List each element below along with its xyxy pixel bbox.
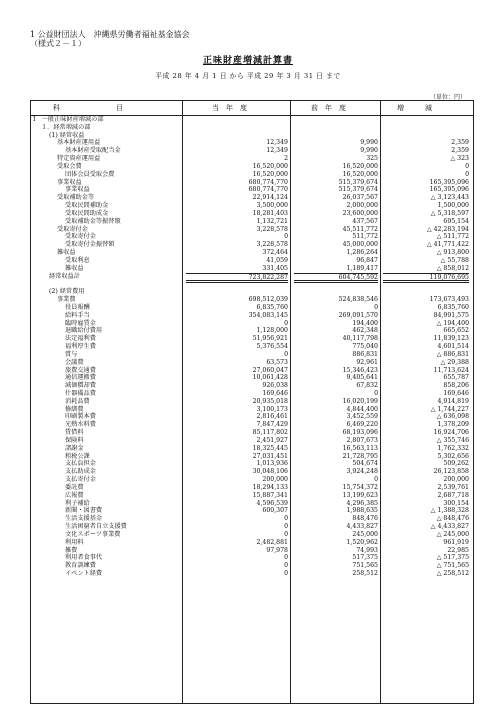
prior-year-value: 462,348 [352, 327, 378, 335]
row-label: 経常収益計 [49, 272, 80, 280]
column-header-item: 科 目 [53, 104, 123, 112]
row-label: 賞与 [65, 350, 78, 358]
current-year-value: 3,228,578 [256, 241, 288, 249]
change-value: △ 636,098 [436, 413, 469, 421]
table-row [31, 171, 473, 179]
current-year-value: 1,128,000 [256, 327, 288, 335]
row-label: 給料手当 [65, 311, 90, 319]
table-row [31, 280, 473, 288]
row-label: 基本財産運用益 [57, 139, 101, 147]
change-value: △ 858,012 [436, 264, 469, 272]
current-year-value: 2,816,461 [256, 413, 288, 421]
change-value: 1,378,209 [437, 421, 469, 429]
current-year-value: 12,349 [266, 147, 288, 155]
column-header-prior: 前 年 度 [311, 104, 346, 112]
change-value: △ 913,800 [436, 249, 469, 257]
change-value: △ 5,318,597 [430, 209, 469, 217]
change-value: 200,000 [443, 476, 469, 484]
change-value: △ 848,476 [436, 515, 469, 523]
row-label: 法定福利費 [65, 335, 96, 343]
change-value: △ 3,123,443 [430, 194, 469, 202]
table-row [31, 460, 473, 468]
change-value: 16,924,706 [433, 429, 469, 437]
change-value: 5,302,656 [437, 452, 469, 460]
current-year-value: 0 [284, 233, 288, 241]
change-value: △ 1,388,328 [430, 507, 469, 515]
table-row [31, 194, 473, 202]
table-row [31, 288, 473, 296]
change-value: △ 511,772 [436, 233, 469, 241]
row-label: イベント経費 [65, 570, 103, 578]
row-label: 特定資産運用益 [57, 155, 101, 163]
change-value: 4,601,514 [437, 343, 469, 351]
change-value: 2,359 [451, 139, 469, 147]
current-year-value: 3,500,000 [256, 202, 288, 210]
table-row [31, 429, 473, 437]
prior-year-value: 269,091,570 [338, 311, 378, 319]
row-label: 修繕費 [65, 405, 84, 413]
row-label: 利用者食事代 [65, 554, 103, 562]
organization-name: 1 公益財団法人 沖縄県労働者福祉基金協会 [30, 30, 190, 39]
row-label: 新聞・図書費 [65, 507, 103, 515]
change-value: △ 751,565 [436, 562, 469, 570]
current-year-value: 97,978 [266, 546, 288, 554]
current-year-value: 680,774,770 [248, 186, 288, 194]
current-year-value: 0 [284, 530, 288, 538]
prior-year-value: 4,844,400 [346, 405, 378, 413]
table-row [31, 445, 473, 453]
prior-year-value: 9,405,641 [346, 374, 378, 382]
row-label: 受取補助金等振替額 [65, 217, 121, 225]
row-label: 消耗品費 [65, 397, 90, 405]
change-value: 0 [465, 170, 469, 178]
change-value: 2,687,718 [437, 491, 469, 499]
row-label: 雑収益 [57, 249, 76, 257]
change-value: 2,359 [451, 147, 469, 155]
prior-year-value: 16,520,000 [342, 162, 378, 170]
prior-year-value: 437,567 [352, 217, 378, 225]
current-year-value: 85,117,802 [252, 429, 288, 437]
current-year-value: 41,059 [266, 256, 288, 264]
table-row [31, 273, 473, 281]
change-value: △ 258,512 [436, 570, 469, 578]
row-label: 印刷製本費 [65, 413, 96, 421]
table-row [31, 226, 473, 234]
current-year-value: 2,451,927 [256, 436, 288, 444]
row-label: 受取寄付金 [65, 233, 96, 241]
row-label: 受取会費 [57, 162, 82, 170]
change-value: 0 [465, 162, 469, 170]
row-label: 文化スポーツ事業費 [65, 530, 121, 538]
prior-year-value: 16,520,000 [342, 170, 378, 178]
change-value: △ 29,388 [440, 358, 469, 366]
change-value: △ 1,744,227 [430, 405, 469, 413]
row-label: 受取補助金等 [57, 194, 95, 202]
table-row [31, 468, 473, 476]
prior-year-value: 504,674 [352, 460, 378, 468]
prior-year-value: 325 [366, 155, 378, 163]
current-year-value: 18,325,445 [252, 444, 288, 452]
prior-year-value: 0 [374, 389, 378, 397]
current-year-value: 20,935,018 [252, 397, 288, 405]
table-row [31, 179, 473, 187]
change-value: △ 55,788 [440, 256, 469, 264]
row-label: 会議費 [65, 358, 84, 366]
table-row [31, 570, 473, 578]
current-year-value: 372,464 [262, 249, 288, 257]
row-label: 広報費 [65, 491, 84, 499]
current-year-value: 2 [284, 155, 288, 163]
table-row [31, 163, 473, 171]
prior-year-value: 0 [374, 303, 378, 311]
row-label: 事業収益 [65, 186, 90, 194]
fiscal-period: 平成 28 年 4 月 1 日 から 平成 29 年 3 月 31 日 まで [155, 72, 341, 80]
row-label: 事業費 [57, 296, 76, 304]
table-row [31, 343, 473, 351]
table-row [31, 359, 473, 367]
current-year-value: 18,294,133 [252, 483, 288, 491]
change-value: 961,919 [443, 538, 469, 546]
prior-year-value: 3,452,559 [346, 413, 378, 421]
table-row [31, 484, 473, 492]
current-year-value: 723,822,287 [186, 273, 288, 283]
row-label: 旅費交通費 [65, 366, 96, 374]
current-year-value: 63,573 [266, 358, 288, 366]
prior-year-value: 4,433,827 [346, 523, 378, 531]
prior-year-value: 15,346,423 [342, 366, 378, 374]
table-row [31, 249, 473, 257]
current-year-value: 15,887,341 [252, 491, 288, 499]
table-row [31, 218, 473, 226]
current-year-value: 0 [284, 554, 288, 562]
prior-year-value: 751,565 [352, 562, 378, 570]
current-year-value: 5,376,554 [256, 343, 288, 351]
prior-year-value: 68,193,096 [342, 429, 378, 437]
change-value: 2,539,761 [437, 483, 469, 491]
current-year-value: 354,083,145 [248, 311, 288, 319]
row-label: 支払寄付金 [65, 476, 96, 484]
prior-year-value: 848,476 [352, 515, 378, 523]
current-year-value: 0 [284, 562, 288, 570]
row-label: 福利厚生費 [65, 343, 96, 351]
table-row [31, 492, 473, 500]
row-label: 受取寄付金 [57, 225, 88, 233]
row-label: 諸謝金 [65, 444, 84, 452]
prior-year-value: 45,511,772 [342, 225, 378, 233]
prior-year-value: 40,117,798 [342, 335, 378, 343]
prior-year-value: 96,847 [356, 256, 378, 264]
row-label: 事業収益 [57, 178, 82, 186]
table-row [31, 186, 473, 194]
change-value: 169,646 [443, 389, 469, 397]
change-value: 165,395,096 [429, 178, 469, 186]
prior-year-value: 16,563,113 [342, 444, 378, 452]
prior-year-value: 45,000,000 [342, 241, 378, 249]
prior-year-value: 1,988,635 [346, 507, 378, 515]
prior-year-value: 74,993 [356, 546, 378, 554]
current-year-value: 0 [284, 319, 288, 327]
current-year-value: 6,835,760 [256, 303, 288, 311]
prior-year-value: 0 [374, 476, 378, 484]
prior-year-value: 258,512 [352, 570, 378, 578]
row-label: 雑収益 [65, 264, 84, 272]
current-year-value: 10,061,428 [252, 374, 288, 382]
current-year-value: 0 [284, 350, 288, 358]
current-year-value: 1,013,936 [256, 460, 288, 468]
change-value: △ 41,771,422 [426, 241, 469, 249]
table-row [31, 413, 473, 421]
row-label: Ⅰ 一般正味財産増減の部 [33, 116, 104, 123]
current-year-value: 18,281,403 [252, 209, 288, 217]
prior-year-value: 26,037,567 [342, 194, 378, 202]
row-label: 支払負担金 [65, 460, 96, 468]
prior-year-value: 604,745,592 [294, 273, 378, 283]
prior-year-value: 194,400 [352, 319, 378, 327]
change-value: 695,154 [443, 217, 469, 225]
row-label: 受取利息 [65, 256, 90, 264]
table-row [31, 554, 473, 562]
prior-year-value: 515,379,674 [338, 178, 378, 186]
table-row [31, 367, 473, 375]
prior-year-value: 1,286,264 [346, 249, 378, 257]
table-row [31, 335, 473, 343]
prior-year-value: 2,807,673 [346, 436, 378, 444]
table-row [31, 147, 473, 155]
change-value: △ 4,433,827 [430, 523, 469, 531]
current-year-value: 698,512,039 [248, 296, 288, 304]
table-header [31, 101, 473, 116]
row-label: 光熱水料費 [65, 421, 96, 429]
prior-year-value: 21,728,795 [342, 452, 378, 460]
current-year-value: 30,048,106 [252, 468, 288, 476]
row-label: 団体会員受取会費 [65, 170, 115, 178]
table-row [31, 382, 473, 390]
current-year-value: 27,031,451 [252, 452, 288, 460]
change-value: 22,985 [447, 546, 469, 554]
change-value: 300,154 [443, 499, 469, 507]
prior-year-value: 517,375 [352, 554, 378, 562]
prior-year-value: 9,990 [360, 147, 378, 155]
row-label: 教育訓練費 [65, 562, 96, 570]
current-year-value: 16,520,000 [252, 170, 288, 178]
change-value: △ 42,283,194 [426, 225, 469, 233]
current-year-value: 680,774,770 [248, 178, 288, 186]
current-year-value: 1,132,721 [256, 217, 288, 225]
table-row [31, 515, 473, 523]
table-row [31, 476, 473, 484]
table-row [31, 398, 473, 406]
table-row [31, 531, 473, 539]
row-label: 生活支援基金 [65, 515, 103, 523]
statement-table [30, 100, 474, 704]
table-row [31, 155, 473, 163]
change-value: 509,262 [443, 460, 469, 468]
row-label: 役員報酬 [65, 303, 90, 311]
prior-year-value: 4,296,385 [346, 499, 378, 507]
change-value: 6,835,760 [437, 303, 469, 311]
change-value: 1,500,000 [437, 202, 469, 210]
current-year-value: 3,100,173 [256, 405, 288, 413]
table-row [31, 390, 473, 398]
change-value: 165,395,096 [429, 186, 469, 194]
change-value: △ 355,746 [436, 436, 469, 444]
table-row [31, 453, 473, 461]
table-row [31, 241, 473, 249]
table-row [31, 257, 473, 265]
document-title: 正味財産増減計算書 [202, 56, 293, 66]
prior-year-value: 9,990 [360, 139, 378, 147]
table-row [31, 539, 473, 547]
row-label: １．経常増減の部 [41, 123, 91, 131]
current-year-value: 0 [284, 523, 288, 531]
prior-year-value: 92,961 [356, 358, 378, 366]
prior-year-value: 1,189,417 [346, 264, 378, 272]
table-row [31, 421, 473, 429]
column-header-current: 当 年 度 [212, 104, 247, 112]
current-year-value: 7,847,429 [256, 421, 288, 429]
change-value: 26,123,858 [433, 468, 469, 476]
change-value: △ 517,375 [436, 554, 469, 562]
current-year-value: 600,307 [262, 507, 288, 515]
row-label: 保険料 [65, 436, 84, 444]
row-label: 受取寄付金振替額 [65, 241, 115, 249]
current-year-value: 0 [284, 515, 288, 523]
change-value: △ 886,831 [436, 350, 469, 358]
column-header-change: 増 減 [397, 104, 432, 112]
row-label: 受取民間助成金 [65, 209, 109, 217]
prior-year-value: 13,199,623 [342, 491, 378, 499]
row-label: 退職給付費用 [65, 327, 103, 335]
table-row [31, 523, 473, 531]
row-label: 租税公課 [65, 452, 90, 460]
prior-year-value: 1,520,962 [346, 538, 378, 546]
prior-year-value: 775,040 [352, 343, 378, 351]
prior-year-value: 15,754,372 [342, 483, 378, 491]
current-year-value: 200,000 [262, 476, 288, 484]
prior-year-value: 524,838,546 [338, 296, 378, 304]
row-label: 賃借料 [65, 429, 84, 437]
current-year-value: 926,038 [262, 382, 288, 390]
current-year-value: 4,596,539 [256, 499, 288, 507]
current-year-value: 0 [284, 570, 288, 578]
table-body [31, 116, 473, 578]
change-value: 655,787 [443, 374, 469, 382]
change-value: 858,206 [443, 382, 469, 390]
table-row [31, 296, 473, 304]
change-value: 4,914,819 [437, 397, 469, 405]
row-label: 受取民間補助金 [65, 202, 109, 210]
prior-year-value: 245,000 [352, 530, 378, 538]
table-row [31, 437, 473, 445]
table-row [31, 327, 473, 335]
change-value: 11,839,123 [433, 335, 469, 343]
change-value: 173,673,493 [429, 296, 469, 304]
row-label: 基本財産受取配当金 [65, 147, 121, 155]
current-year-value: 2,482,881 [256, 538, 288, 546]
change-value: 84,991,575 [433, 311, 469, 319]
currency-unit: （単位：円） [429, 94, 466, 101]
prior-year-value: 515,379,674 [338, 186, 378, 194]
prior-year-value: 511,772 [352, 233, 378, 241]
row-label: 利子補給 [65, 499, 90, 507]
table-row [31, 124, 473, 132]
change-value: △ 194,400 [436, 319, 469, 327]
change-value: 1,762,332 [437, 444, 469, 452]
row-label: 通信運搬費 [65, 374, 96, 382]
current-year-value: 16,520,000 [252, 162, 288, 170]
row-label: (1) 経常収益 [49, 131, 85, 139]
prior-year-value: 67,832 [356, 382, 378, 390]
table-row [31, 406, 473, 414]
change-value: △ 245,000 [436, 530, 469, 538]
row-label: 利用料 [65, 538, 84, 546]
row-label: 減価償却費 [65, 382, 96, 390]
prior-year-value: 6,469,220 [346, 421, 378, 429]
change-value: 665,652 [443, 327, 469, 335]
prior-year-value: 16,020,199 [342, 397, 378, 405]
change-value: 11,713,624 [433, 366, 469, 374]
table-row [31, 210, 473, 218]
table-row [31, 562, 473, 570]
table-row [31, 312, 473, 320]
current-year-value: 3,228,578 [256, 225, 288, 233]
table-row [31, 265, 473, 273]
table-row [31, 374, 473, 382]
current-year-value: 51,956,921 [252, 335, 288, 343]
prior-year-value: 3,924,248 [346, 468, 378, 476]
current-year-value: 12,349 [266, 139, 288, 147]
change-value: 119,076,695 [383, 273, 469, 283]
row-label: 雑費 [65, 546, 78, 554]
current-year-value: 22,914,124 [252, 194, 288, 202]
current-year-value: 27,060,047 [252, 366, 288, 374]
table-row [31, 202, 473, 210]
row-label: 臨時雇賃金 [65, 319, 96, 327]
current-year-value: 169,646 [262, 389, 288, 397]
row-label: 什器備品費 [65, 389, 96, 397]
prior-year-value: 2,000,000 [346, 202, 378, 210]
prior-year-value: 886,831 [352, 350, 378, 358]
form-number: （様式２－１） [30, 39, 86, 48]
table-row [31, 116, 473, 124]
current-year-value: 331,405 [262, 264, 288, 272]
row-label: 委託費 [65, 483, 84, 491]
row-label: 支払助成金 [65, 468, 96, 476]
table-row [31, 304, 473, 312]
prior-year-value: 23,600,000 [342, 209, 378, 217]
table-row [31, 351, 473, 359]
row-label: (2) 経常費用 [49, 288, 85, 296]
change-value: △ 323 [450, 155, 469, 163]
row-label: 生活困窮者自立支援費 [65, 523, 127, 531]
